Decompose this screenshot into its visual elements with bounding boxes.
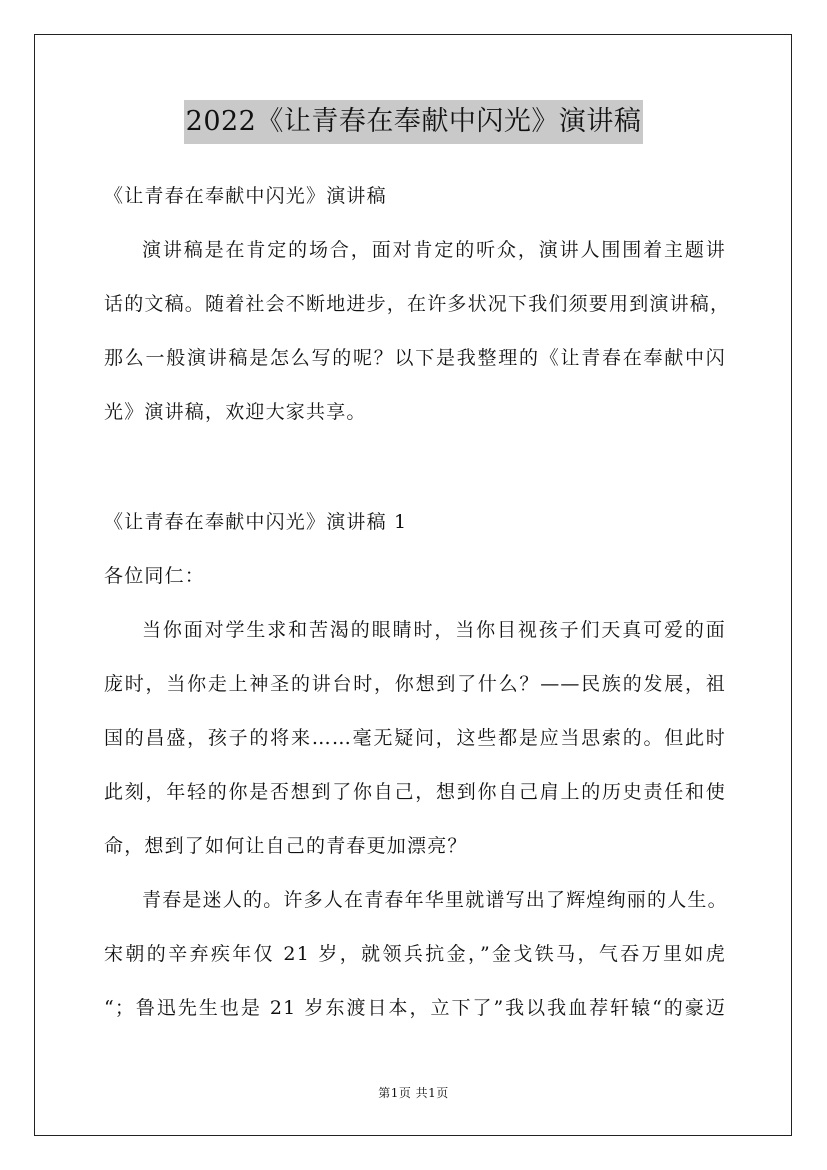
document-title: 2022《让青春在奉献中闪光》演讲稿: [184, 100, 644, 144]
subtitle: 《让青春在奉献中闪光》演讲稿: [104, 185, 387, 207]
title-container: [0, 100, 827, 144]
intro-line-1: 演讲稿是在肯定的场合，面对肯定的听众，演讲人围围着主题讲: [142, 239, 726, 261]
paragraph1-line-1: 当你面对学生求和苦渴的眼睛时，当你目视孩子们天真可爱的面: [142, 619, 726, 641]
intro-line-2: 话的文稿。随着社会不断地进步，在许多状况下我们须要用到演讲稿，: [104, 293, 731, 315]
paragraph1-line-3: 国的昌盛，孩子的将来……毫无疑问，这些都是应当思索的。但此时: [104, 727, 726, 749]
intro-line-3: 那么一般演讲稿是怎么写的呢？以下是我整理的《让青春在奉献中闪: [104, 347, 726, 369]
salutation: 各位同仁：: [104, 565, 206, 587]
paragraph1-line-4: 此刻，年轻的你是否想到了你自己，想到你自己肩上的历史责任和使: [104, 781, 726, 803]
paragraph1-line-2: 庞时，当你走上神圣的讲台时，你想到了什么？——民族的发展，祖: [104, 673, 726, 695]
paragraph2-line-2: 宋朝的辛弃疾年仅 21 岁，就领兵抗金，”金戈铁马，气吞万里如虎: [104, 943, 726, 965]
paragraph2-line-3: “；鲁迅先生也是 21 岁东渡日本，立下了”我以我血荐轩辕“的豪迈: [104, 997, 726, 1019]
section-heading: 《让青春在奉献中闪光》演讲稿 1: [104, 511, 408, 533]
paragraph2-line-1: 青春是迷人的。许多人在青春年华里就谱写出了辉煌绚丽的人生。: [142, 889, 728, 911]
paragraph1-line-5: 命，想到了如何让自己的青春更加漂亮？: [104, 835, 468, 857]
page-footer: 第1页 共1页: [378, 1086, 449, 1100]
intro-line-4: 光》演讲稿，欢迎大家共享。: [104, 401, 367, 423]
